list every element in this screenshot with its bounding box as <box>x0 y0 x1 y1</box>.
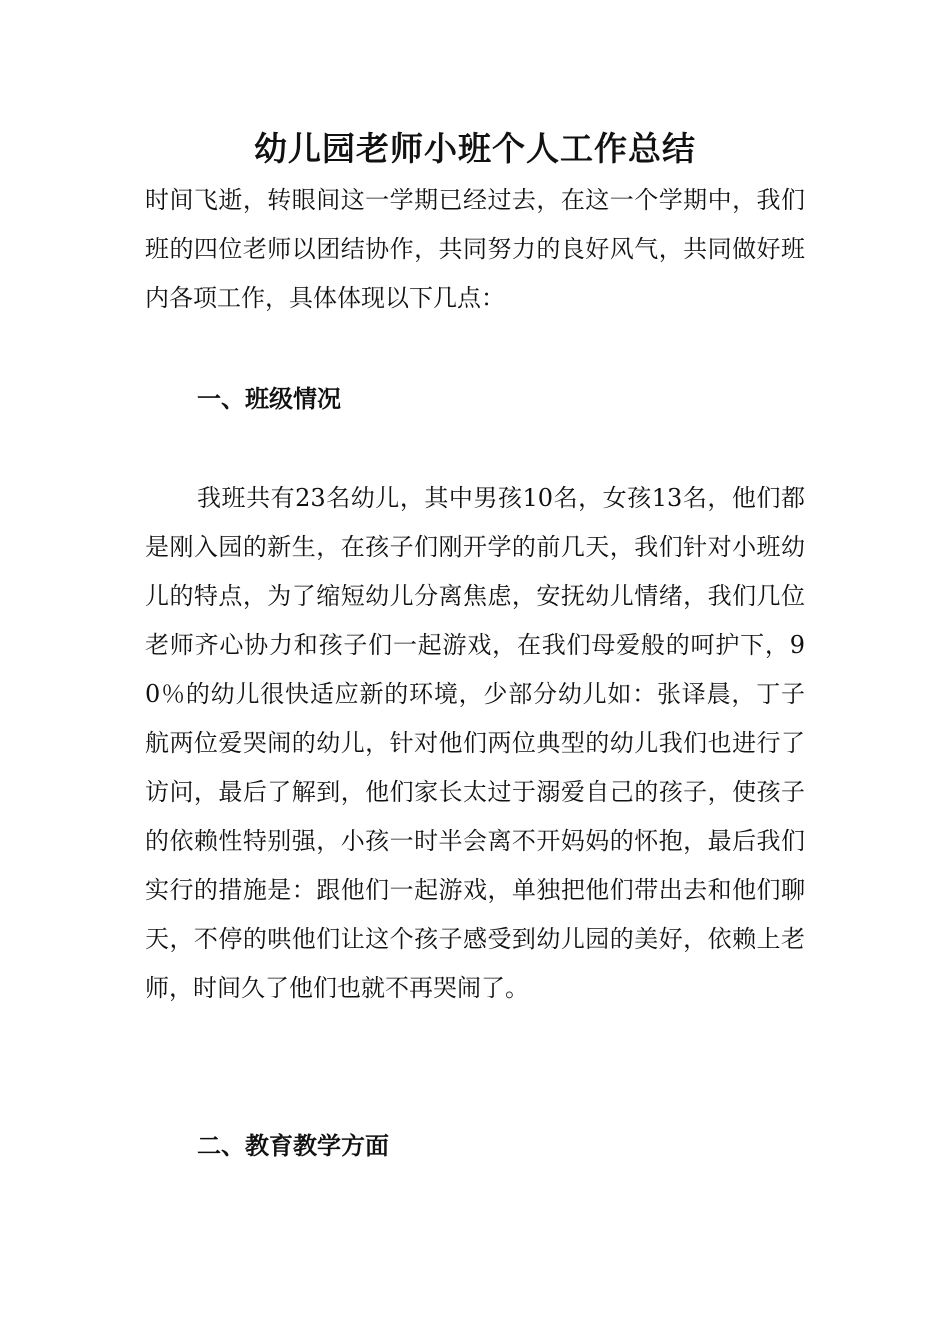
intro-paragraph: 时间飞逝，转眼间这一学期已经过去，在这一个学期中，我们班的四位老师以团结协作，共同努力的良好风气，共同做好班内各项工作，具体体现以下几点： <box>145 186 805 312</box>
section-heading-class-situation: 一、班级情况 <box>197 384 341 413</box>
section-body-class-situation: 我班共有23名幼儿，其中男孩10名，女孩13名，他们都是刚入园的新生，在孩子们刚开学的前几天，我们针对小班幼儿的特点，为了缩短幼儿分离焦虑，安抚幼儿情绪，我们几位老师齐心协力和孩子们一起游戏，在我们母爱般的呵护下，90％的幼儿很快适应新的环境，少部分幼儿如：张译晨，丁子航两位爱哭闹的幼儿，针对他们两位典型的幼儿我们也进行了访问，最后了解到，他们家长太过于溺爱自己的孩子，使孩子的依赖性特别强，小孩一时半会离不开妈妈的怀抱，最后我们实行的措施是：跟他们一起游戏，单独把他们带出去和他们聊天，不停的哄他们让这个孩子感受到幼儿园的美好，依赖上老师，时间久了他们也就不再哭闹了。 <box>145 484 805 1002</box>
page-title: 幼儿园老师小班个人工作总结 <box>254 129 696 168</box>
section-heading-education-teaching: 二、教育教学方面 <box>197 1131 389 1160</box>
